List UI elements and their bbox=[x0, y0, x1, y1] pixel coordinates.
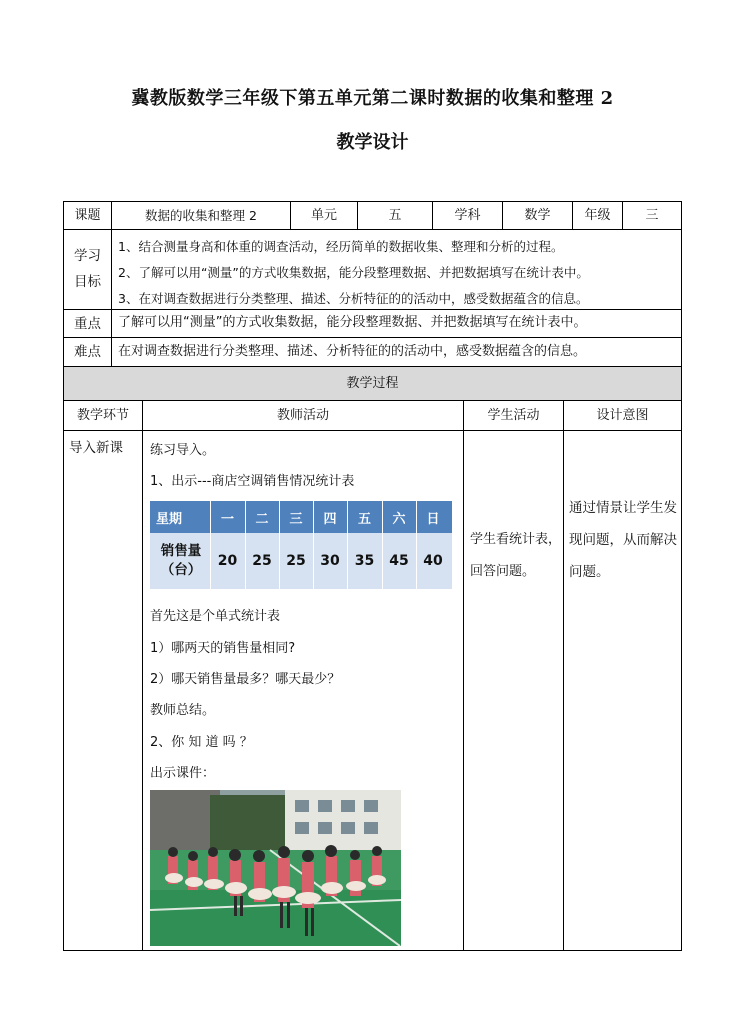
sales-day-label: 四 bbox=[323, 511, 337, 527]
objective-item: 3、在对调查数据进行分类整理、描述、分析特征的的活动中，感受数据蕴含的信息。 bbox=[118, 291, 589, 306]
students-drum-activity-photo bbox=[150, 790, 401, 946]
key-point-value: 了解可以用“测量”的方式收集数据，能分段整理数据、并把数据填写在统计表中。 bbox=[118, 315, 587, 330]
difficulty-value: 在对调查数据进行分类整理、描述、分析特征的的活动中，感受数据蕴含的信息。 bbox=[118, 344, 587, 359]
sales-value: 45 bbox=[389, 553, 409, 569]
column-header-student: 学生活动 bbox=[487, 407, 540, 423]
teaching-process-header bbox=[64, 367, 681, 400]
teacher-line: 首先这是个单式统计表 bbox=[150, 609, 281, 624]
teaching-process-title: 教学过程 bbox=[346, 375, 399, 391]
grade-value: 三 bbox=[645, 207, 659, 223]
sales-day-label: 二 bbox=[255, 511, 269, 527]
column-header-stage: 教学环节 bbox=[76, 407, 129, 423]
sales-value: 25 bbox=[286, 553, 306, 569]
document-title: 冀教版数学三年级下第五单元第二课时数据的收集和整理 2 bbox=[131, 88, 614, 109]
teacher-line: 2、你 知 道 吗 ？ bbox=[150, 735, 253, 750]
objectives-label-line1: 学习 bbox=[74, 248, 101, 264]
sales-day-label: 三 bbox=[289, 511, 303, 527]
sales-day-label: 六 bbox=[392, 511, 406, 527]
course-value: 数据的收集和整理 2 bbox=[145, 207, 257, 223]
sales-day-label: 五 bbox=[357, 511, 371, 527]
sales-day-label: 日 bbox=[426, 511, 440, 527]
course-label: 课题 bbox=[74, 207, 101, 223]
student-activity: 学生看统计表，回答问题。 bbox=[470, 532, 562, 579]
stage-label: 导入新课 bbox=[69, 440, 123, 456]
sales-table-header-label: 星期 bbox=[156, 511, 183, 527]
column-header-intent: 设计意图 bbox=[596, 407, 649, 423]
teacher-line: 1）哪两天的销售量相同? bbox=[150, 641, 296, 656]
teacher-line: 练习导入。 bbox=[150, 443, 216, 458]
teacher-line: 1、出示---商店空调销售情况统计表 bbox=[150, 474, 355, 489]
subject-value: 数学 bbox=[524, 207, 551, 223]
sales-value: 35 bbox=[354, 553, 375, 569]
difficulty-label: 难点 bbox=[74, 344, 101, 360]
subject-label: 学科 bbox=[454, 207, 481, 223]
sales-value: 30 bbox=[320, 553, 340, 569]
sales-value: 20 bbox=[217, 553, 238, 569]
document-subtitle: 教学设计 bbox=[336, 132, 409, 153]
unit-label: 单元 bbox=[310, 207, 337, 223]
column-header-teacher: 教师活动 bbox=[276, 407, 329, 423]
objective-item: 2、了解可以用“测量”的方式收集数据，能分段整理数据、并把数据填写在统计表中。 bbox=[118, 265, 589, 280]
sales-value: 25 bbox=[252, 553, 272, 569]
teacher-line: 出示课件： bbox=[150, 766, 216, 781]
key-point-label: 重点 bbox=[74, 315, 101, 332]
unit-value: 五 bbox=[388, 207, 402, 223]
teacher-line: 教师总结。 bbox=[150, 703, 216, 718]
objectives-label bbox=[64, 243, 111, 295]
sales-day-label: 一 bbox=[220, 511, 234, 527]
teacher-line: 2）哪天销售量最多？哪天最少？ bbox=[150, 672, 341, 687]
objectives-label-line2: 目标 bbox=[74, 274, 101, 290]
design-intent: 通过情景让学生发现问题，从而解决问题。 bbox=[569, 500, 677, 580]
objective-item: 1、结合测量身高和体重的调查活动，经历简单的数据收集、整理和分析的过程。 bbox=[118, 239, 564, 254]
sales-row-label: 销售量（台） bbox=[160, 543, 202, 578]
grade-label: 年级 bbox=[584, 207, 611, 223]
sales-stats-table bbox=[150, 501, 452, 591]
sales-value: 40 bbox=[423, 553, 443, 569]
